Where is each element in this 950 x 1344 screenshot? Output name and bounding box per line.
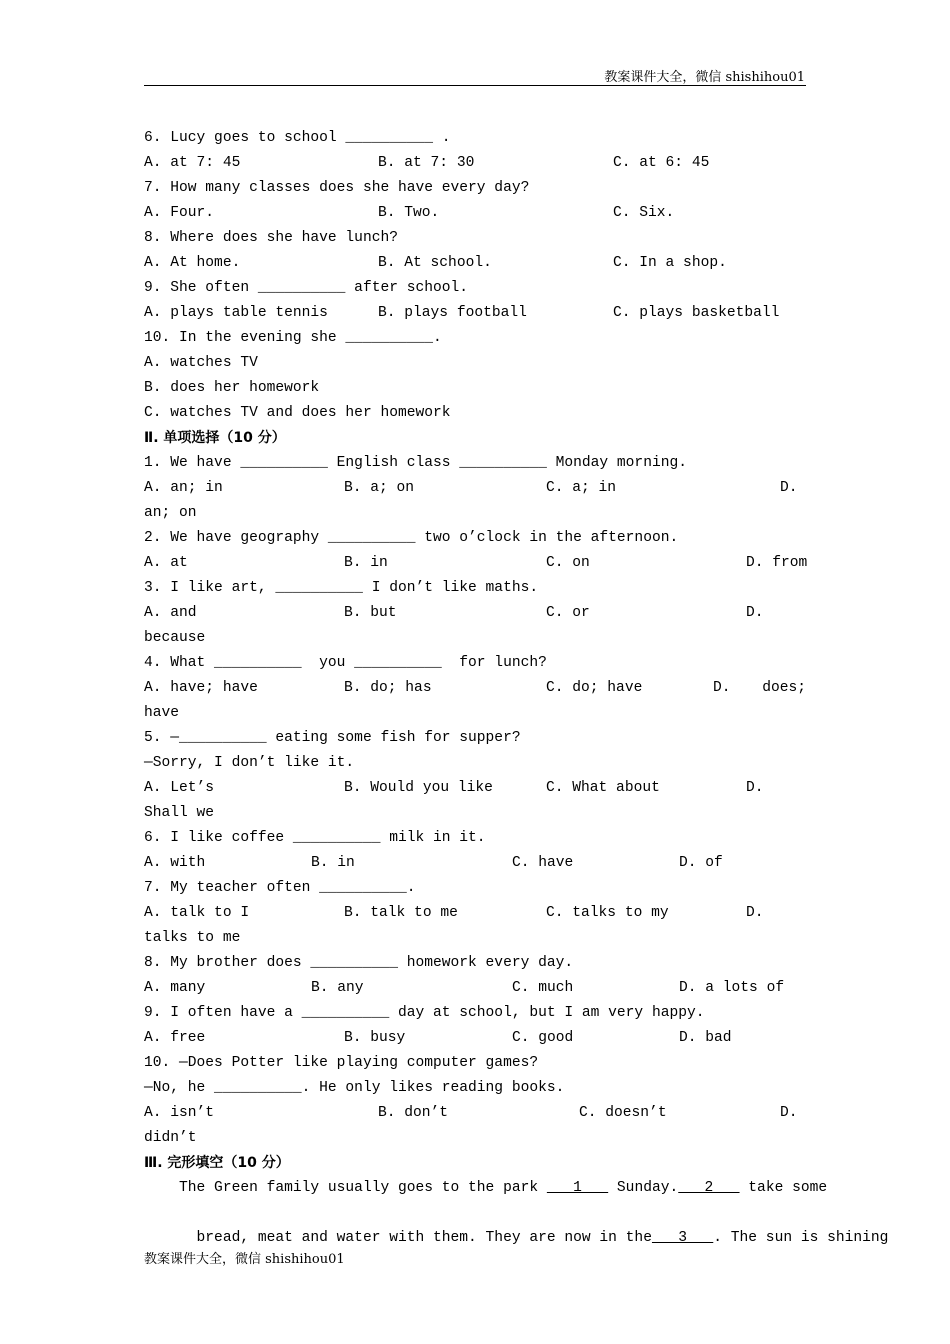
option-c: C. at 6: 45 bbox=[613, 155, 710, 171]
question-stem: 1. We have __________ English class __________ Monday morning. bbox=[144, 455, 687, 471]
option-b: B. at 7: 30 bbox=[378, 155, 475, 171]
option-a: A. at bbox=[144, 555, 188, 571]
cloze-blank-3: 3 bbox=[651, 1230, 714, 1246]
option-d: D. from bbox=[746, 555, 808, 571]
question-stem: 3. I like art, __________ I don’t like maths. bbox=[144, 580, 539, 596]
option-a: A. free bbox=[144, 1030, 206, 1046]
option-d: D. bbox=[780, 480, 798, 496]
options-row bbox=[144, 476, 806, 501]
option-b: B. in bbox=[311, 855, 355, 871]
cloze-blank-1: 1 bbox=[546, 1180, 609, 1196]
options-row bbox=[144, 901, 806, 926]
option-c: C. on bbox=[546, 555, 590, 571]
options-row bbox=[144, 776, 806, 801]
option-c: C. do; have bbox=[546, 680, 643, 696]
option-c: C. What about bbox=[546, 780, 660, 796]
option-c: C. good bbox=[512, 1030, 574, 1046]
option-a: A. isn’t bbox=[144, 1105, 215, 1121]
option-b: B. talk to me bbox=[344, 905, 458, 921]
question-stem: 6. Lucy goes to school __________ . bbox=[144, 130, 451, 146]
option-c: C. In a shop. bbox=[613, 255, 727, 271]
cloze-blank-2: 2 bbox=[678, 1180, 740, 1196]
options-row bbox=[144, 976, 806, 1001]
question-stem: 9. I often have a __________ day at school, but I am very happy. bbox=[144, 1005, 705, 1021]
question-stem: 8. My brother does __________ homework every day. bbox=[144, 955, 574, 971]
option-c: C. or bbox=[546, 605, 590, 621]
option-b: B. does her homework bbox=[144, 380, 320, 396]
option-d: D. bad bbox=[679, 1030, 732, 1046]
option-d-wrap: an; on bbox=[144, 505, 197, 521]
option-a: A. and bbox=[144, 605, 197, 621]
option-d-wrap: didn’t bbox=[144, 1130, 197, 1146]
option-b: B. At school. bbox=[378, 255, 492, 271]
options-row bbox=[144, 1026, 806, 1051]
option-a: A. At home. bbox=[144, 255, 241, 271]
options-row bbox=[144, 301, 806, 326]
option-a: A. an; in bbox=[144, 480, 223, 496]
section-title: Ⅲ. 完形填空（10 分） bbox=[144, 1155, 290, 1171]
question-stem: 8. Where does she have lunch? bbox=[144, 230, 398, 246]
page-footer: 教案课件大全，微信 shishihou01 bbox=[144, 1252, 345, 1267]
option-d-wrap: talks to me bbox=[144, 930, 241, 946]
option-b: B. don’t bbox=[378, 1105, 449, 1121]
options-row bbox=[144, 851, 806, 876]
option-a: A. Let’s bbox=[144, 780, 215, 796]
question-stem-line2: —Sorry, I don’t like it. bbox=[144, 755, 355, 771]
option-d-text: does; bbox=[762, 680, 806, 696]
option-b: B. Would you like bbox=[344, 780, 493, 796]
option-d-wrap: have bbox=[144, 705, 180, 721]
option-b: B. a; on bbox=[344, 480, 415, 496]
option-a: A. talk to I bbox=[144, 905, 250, 921]
option-d-wrap: Shall we bbox=[144, 805, 215, 821]
cloze-paragraph-line bbox=[144, 1201, 889, 1246]
options-row bbox=[144, 676, 806, 701]
option-b: B. Two. bbox=[378, 205, 440, 221]
options-row bbox=[144, 201, 806, 226]
question-stem: 7. How many classes does she have every day? bbox=[144, 180, 530, 196]
question-stem: 9. She often __________ after school. bbox=[144, 280, 469, 296]
option-d: D. bbox=[746, 605, 764, 621]
question-stem: 6. I like coffee __________ milk in it. bbox=[144, 830, 486, 846]
options-row bbox=[144, 251, 806, 276]
cloze-paragraph-line bbox=[144, 1176, 828, 1201]
question-stem-line2: —No, he __________. He only likes reading books. bbox=[144, 1080, 565, 1096]
option-c: C. doesn’t bbox=[579, 1105, 667, 1121]
option-d: D. of bbox=[679, 855, 723, 871]
option-b: B. any bbox=[311, 980, 364, 996]
option-d: D. bbox=[780, 1105, 798, 1121]
option-a: A. at 7: 45 bbox=[144, 155, 241, 171]
option-b: B. do; has bbox=[344, 680, 432, 696]
option-a: A. have; have bbox=[144, 680, 258, 696]
option-d: D. bbox=[746, 905, 764, 921]
question-stem: 5. —__________ eating some fish for supper? bbox=[144, 730, 521, 746]
option-c: C. watches TV and does her homework bbox=[144, 405, 451, 421]
option-a: A. plays table tennis bbox=[144, 305, 328, 321]
option-d: D. bbox=[746, 780, 764, 796]
option-a: A. many bbox=[144, 980, 206, 996]
cloze-text: The Green family usually goes to the park 1 Sunday. 2 take some bbox=[144, 1180, 828, 1196]
option-c: C. much bbox=[512, 980, 574, 996]
question-stem: 10. In the evening she __________. bbox=[144, 330, 442, 346]
option-d-wrap: because bbox=[144, 630, 206, 646]
page-header: 教案课件大全，微信 shishihou01 bbox=[604, 70, 805, 85]
option-a: A. watches TV bbox=[144, 355, 258, 371]
question-stem: 4. What __________ you __________ for lunch? bbox=[144, 655, 547, 671]
option-a: A. Four. bbox=[144, 205, 215, 221]
question-stem: 7. My teacher often __________. bbox=[144, 880, 416, 896]
cloze-text: bread, meat and water with them. They are now in the bbox=[196, 1230, 652, 1246]
question-stem: 2. We have geography __________ two o’clock in the afternoon. bbox=[144, 530, 679, 546]
exam-body bbox=[144, 126, 889, 1246]
option-a: A. with bbox=[144, 855, 206, 871]
option-c: C. have bbox=[512, 855, 574, 871]
options-row bbox=[144, 551, 806, 576]
header-rule bbox=[144, 85, 806, 86]
options-row bbox=[144, 1101, 806, 1126]
options-row bbox=[144, 151, 806, 176]
options-row bbox=[144, 601, 806, 626]
option-c: C. plays basketball bbox=[613, 305, 780, 321]
option-b: B. in bbox=[344, 555, 388, 571]
option-b: B. busy bbox=[344, 1030, 406, 1046]
question-stem: 10. —Does Potter like playing computer games? bbox=[144, 1055, 539, 1071]
option-c: C. Six. bbox=[613, 205, 675, 221]
option-b: B. but bbox=[344, 605, 397, 621]
cloze-text: . The sun is shining bbox=[713, 1230, 889, 1246]
option-c: C. a; in bbox=[546, 480, 617, 496]
section-title: Ⅱ. 单项选择（10 分） bbox=[144, 430, 286, 446]
option-d: D. a lots of bbox=[679, 980, 785, 996]
option-c: C. talks to my bbox=[546, 905, 669, 921]
option-d: D. bbox=[713, 680, 731, 696]
option-b: B. plays football bbox=[378, 305, 527, 321]
